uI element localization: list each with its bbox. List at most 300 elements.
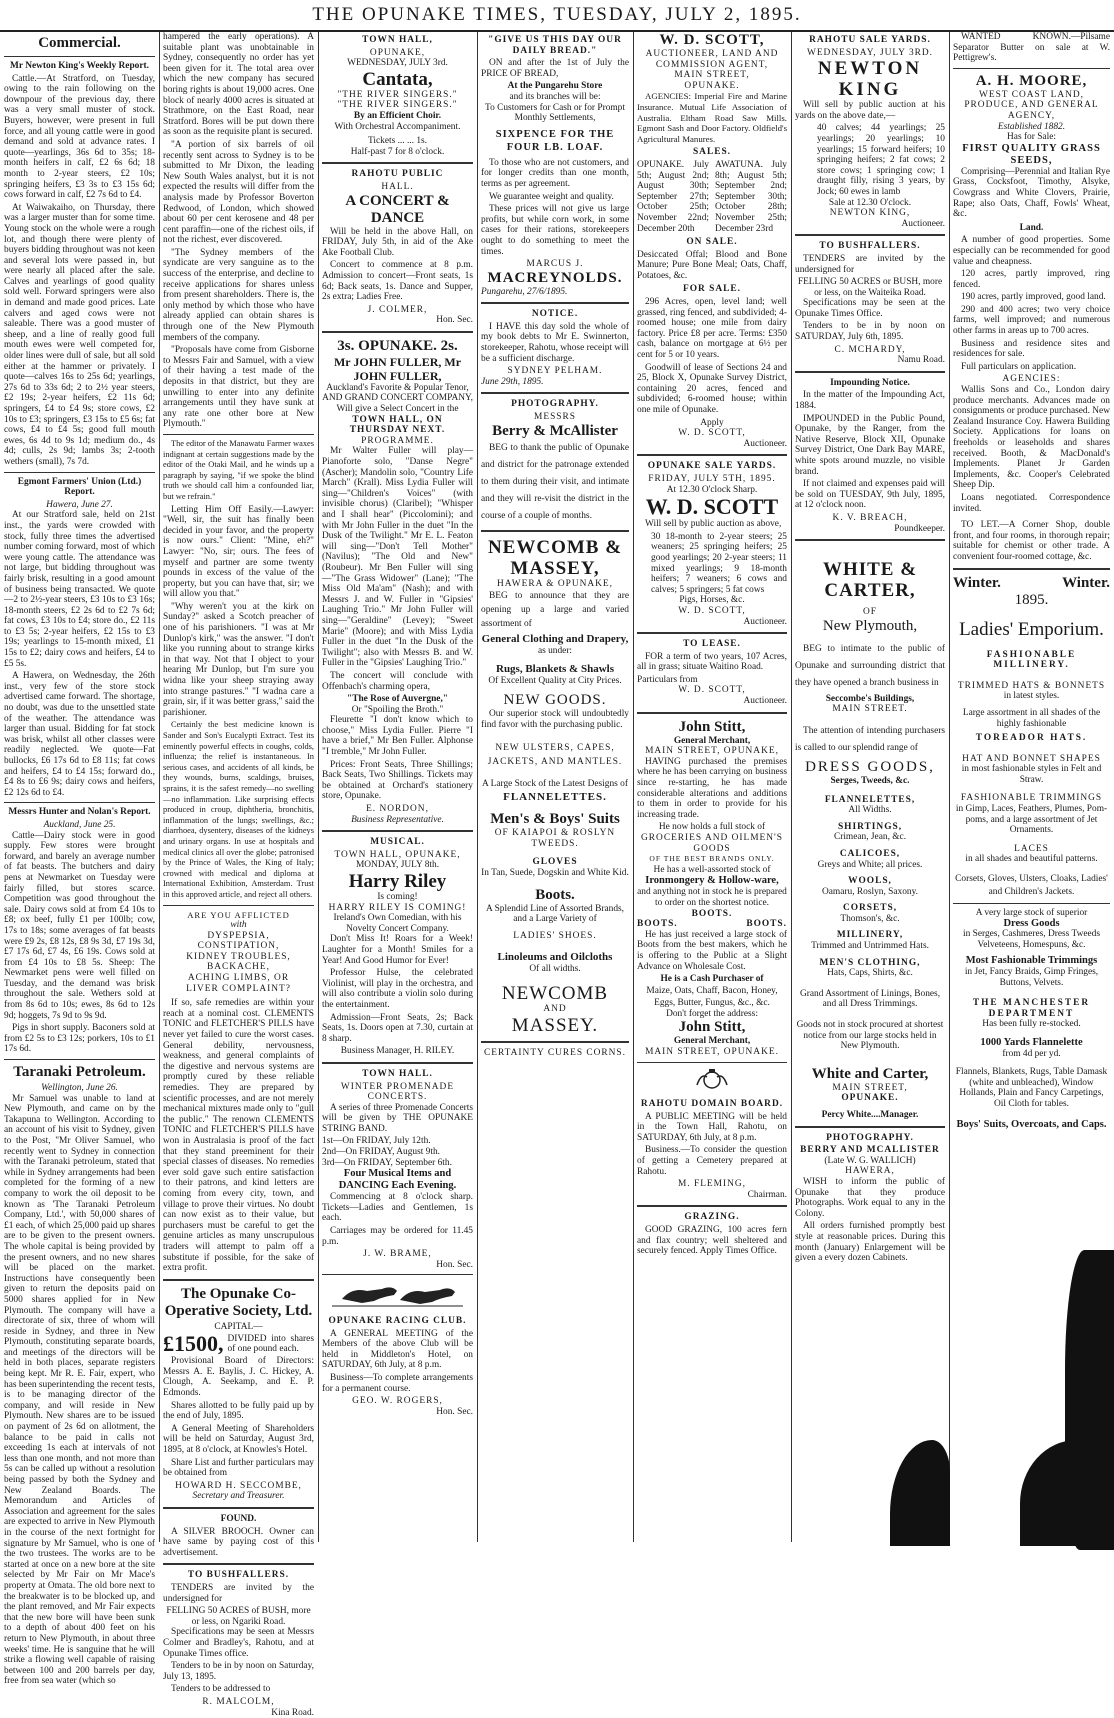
paragraph: BEG to thank the public of Opunake and district for the patronage extended to them during their visit, and intimate and they will re-visit the district in the course of a couple of months. <box>481 440 629 525</box>
stitt-title-2: John Stitt, <box>637 1019 787 1036</box>
paragraph: To those who are not customers, and for longer credits than one month, terms as per agreement. <box>481 158 629 190</box>
paragraph: ON and after the 1st of July the PRICE OF BREAD, <box>481 58 629 79</box>
paragraph: BEG to intimate to the public of Opunake and surrounding district that they have opened a branch business in <box>795 641 945 692</box>
signature-title: Kina Road. <box>163 1708 314 1718</box>
signature: NEWTON KING, <box>795 208 945 219</box>
signature: M. FLEMING, <box>637 1179 787 1190</box>
cantata-name: "THE RIVER SINGERS." <box>322 90 473 101</box>
paragraph: Comprising—Perennial and Italian Rye Grass, Cocksfoot, Timothy, Alsyke, Cowgrass and White Clovers, Prairie, Rape; also Oats, Chaff, Fowls' Wheat, &c. <box>953 167 1110 220</box>
ad-text: Has for Sale: <box>953 132 1110 143</box>
ad-date: WEDNESDAY, JULY 3rd. <box>322 58 473 69</box>
section-heading: Commercial. <box>4 35 155 52</box>
ad-text: Has been fully re-stocked. <box>953 1019 1110 1030</box>
column-five <box>637 32 787 1542</box>
signature-title: Auctioneer. <box>795 219 945 230</box>
signature-title: Namu Road. <box>795 355 945 366</box>
paragraph: All orders furnished promptly best style at reasonable prices. During this month (January) Enlargement will be given a every dozen Cabinets. <box>795 1221 945 1263</box>
paragraph: Specifications may be seen at the Opunake Times Office. <box>795 298 945 319</box>
ad-text: Greys and White; all prices. <box>795 860 945 871</box>
signature: SYDNEY PELHAM. <box>481 366 629 377</box>
ad-text: Tickets ... ... 1s. <box>322 136 473 147</box>
racehorse-illustration <box>322 1279 473 1309</box>
ad-text: in Gimp, Laces, Feathers, Plumes, Pom-poms, and a large assortment of Jet Ornaments. <box>953 804 1110 836</box>
ad-text: All Widths. <box>795 805 945 816</box>
ad-text: TRIMMED HATS & BONNETS <box>953 681 1110 692</box>
bushfallers-heading: TO BUSHFALLERS. <box>795 241 945 252</box>
opera-title: "The Rose of Auvergne," <box>322 694 473 705</box>
paragraph: Wallis Sons and Co., London dairy produce merchants. Advances made on consignments or produce purchased. New Zealand Insurance Coy. Hawera Building Society. Applications for loans on freeholds or leaseholds and shares received. Booth, & MacDonald's Implements. Planet Jr Garden Implements, &c. Cooper's Celebrated Sheep Dip. <box>953 385 1110 491</box>
stock-list: 30 18-month to 2-year steers; 25 weaners; 25 springing heifers; 25 good yearlings; 20 2-year steers; 11 mixed yearlings; 9 18-month heifers; 7 weaners; 6 cows and calves; 5 springers; 5 fat cows <box>637 532 787 596</box>
stock-list: 40 calves; 44 yearlings; 25 yearlings; 20 yearlings; 10 yearlings; 15 forward heifers; 10 springing heifers; 2 fat cows; 2 store cows; 1 springing cow; 1 draught filly, rising 3 years, by Jock; 60 ewes in lamb <box>795 123 945 197</box>
ad-text: MESSRS <box>481 412 629 423</box>
signature-title: Auctioneer. <box>637 617 787 628</box>
ad-text: Of Excellent Quality at City Prices. <box>481 676 629 687</box>
paragraph: The attention of intending purchasers is called to our splendid range of <box>795 723 945 757</box>
ad-text: Four Musical Items and DANCING Each Evening. <box>322 1168 473 1192</box>
paragraph: If so, safe remedies are within your reach at a nominal cost. CLEMENTS TONIC and FLETCHER'S PILLS have never yet failed to cure the worst cases. General debility, nervousness, weakness, and general complaints of the digestive and nervous systems are promptly cured by these reliable remedies. They are prepared by scientific processes, and are not merely mechanical mixtures made only to "gull the public." The renown CLEMENTS TONIC and FLETCHER'S PILLS have won in Australasia is proof of the fact that they stand preeminent for their special classes of diseases. No remedies ever sold gave such entire satisfaction to their patrons, and kind letters are coming from every city, town, and village to prove their virtues. No doubt can now exist as to their value, but purchasers must be careful to get the genuine articles as many unscrupulous traders will attempt to palm off a substitute if possible, for the sake of extra profit. <box>163 998 314 1273</box>
paragraph: 120 acres, partly improved, ring fenced. <box>953 269 1110 290</box>
stitt-title: John Stitt, <box>637 719 787 736</box>
paragraph: FELLING 50 ACRES of BUSH, more or less, on Ngariki Road. <box>163 1606 314 1627</box>
paragraph: 296 Acres, open, level land; well grassed, ring fenced, and subdivided; 4-roomed house; one mile from dairy factory. Price £8 per acre. Terms: £350 cash, balance on mortgage at 6½ per cent for 5 or 10 years. <box>637 297 787 361</box>
ad-text: in latest styles. <box>953 691 1110 702</box>
paragraph: We guarantee weight and quality. <box>481 192 629 203</box>
paragraph: hampered the early operations). A suitable plant was unobtainable in Sydney, consequently no order has yet been given for it. The total area over which the new company has secured boring rights is about 19,000 acres. One block of nearly 4000 acres is situated at Strathmore, on the East Road, near Stratford. Bores will be put down there as soon as the requisite plant is secured. <box>163 32 314 138</box>
paragraph: Professor Hulse, the celebrated Violinist, will play in the orchestra, and will also contribute a violin solo during the entertainment. <box>322 968 473 1010</box>
paragraph: Cattle.—At Stratford, on Tuesday, owing to the rain following on the downpour of the previous day, there was a very small muster of stock. Buyers, however, were present in full force, and all young cattle were in good demand and sold at advance rates. I quote—yearlings, 36s 6d to 35s; 18-month heifers in calf, £2 6s 6d; 18 month to 2-year steers, £2 10s; springing heifers, £3 3s to £3 15s 6d; cows forward in calf, £2 7s 6d to £4. <box>4 74 155 201</box>
ad-text: MILLINERY, <box>795 930 945 941</box>
ailment: KIDNEY TROUBLES, <box>163 952 314 963</box>
paragraph: Letting Him Off Easily.—Lawyer: "Well, sir, the suit has finally been decided in your favor, and the property is now ours." Client: "Mine, eh?" Lawyer: "No, sir; ours. The fees of myself and partner are some twenty pounds in excess of the value of the property, but you can have that, sir; we will allow you that." <box>163 505 314 600</box>
ad-text: At 12.30 O'clock Sharp. <box>637 485 787 496</box>
ad-heading: RAHOTU PUBLIC <box>322 169 473 180</box>
paragraph: Provisional Board of Directors: Messrs A. E. Baylis, J. C. Hickey, A. Clough, A. Seekamp, and E. P. Edmonds. <box>163 1356 314 1398</box>
ad-text: AND <box>481 1004 629 1015</box>
signature-title: Auctioneer. <box>637 439 787 450</box>
suits-heading: Men's & Boys' Suits <box>481 811 629 828</box>
ailment: BACKACHE, <box>163 962 314 973</box>
paragraph: Shares allotted to be fully paid up by the end of July, 1895. <box>163 1401 314 1422</box>
ad-text: MAIN STREET. <box>795 704 945 715</box>
notice-heading: NOTICE. <box>481 309 629 320</box>
ad-text: Or "Spoiling the Broth." <box>322 705 473 716</box>
land-heading: Land. <box>953 223 1110 234</box>
signature-title: Hon. Sec. <box>322 1407 473 1418</box>
ad-text: He is a Cash Purchaser of <box>637 974 787 985</box>
signature-title: Poundkeeper. <box>795 524 945 535</box>
paragraph: Business.—To consider the question of getting a Cemetery prepared at Rahotu. <box>637 1145 787 1177</box>
scott-title-2: W. D. SCOTT <box>637 495 787 519</box>
paragraph: Carriages may be ordered for 11.45 p.m. <box>322 1226 473 1247</box>
paragraph: WISH to inform the public of Opunake that they produce Photographs. Work equal to any in the Colony. <box>795 1177 945 1219</box>
corns-ad: CERTAINTY CURES CORNS. <box>481 1048 629 1059</box>
column-six <box>795 32 945 1542</box>
newgoods-heading: NEW GOODS. <box>481 692 629 709</box>
ad-text: 1000 Yards Flannelette <box>953 1038 1110 1049</box>
produce-list: Maize, Oats, Chaff, Bacon, Honey, Eggs, Butter, Fungus, &c., &c. <box>637 985 787 1009</box>
signature: W. D. SCOTT, <box>637 685 787 696</box>
ad-text: A very large stock of superior <box>953 908 1110 919</box>
ad-text: from 4d per yd. <box>953 1049 1110 1060</box>
riley-title: Harry Riley <box>322 871 473 892</box>
paragraph: Will sell by public auction as above, <box>637 519 787 530</box>
paragraph: BEG to announce that they are opening up a large and varied assortment of <box>481 589 629 631</box>
cantata-title: Cantata, <box>322 69 473 90</box>
ad-text: in Jet, Fancy Braids, Gimp Fringes, Buttons, Velvets. <box>953 967 1110 988</box>
ailment: CONSTIPATION, <box>163 941 314 952</box>
report-heading: Egmont Farmers' Union (Ltd.) Report. <box>4 477 155 498</box>
manager-line: Percy White....Manager. <box>795 1110 945 1121</box>
fuller-name: Mr JOHN FULLER, Mr JOHN FULLER, <box>322 355 473 383</box>
signature: W. D. SCOTT, <box>637 428 787 439</box>
paragraph: 190 acres, partly improved, good land. <box>953 292 1110 303</box>
ad-heading: MUSICAL. <box>322 837 473 848</box>
ad-text: Boys' Suits, Overcoats, and Caps. <box>953 1120 1110 1131</box>
advertisement-text: Certainly the best medicine known is Sander and Son's Eucalypti Extract. Test its eminently powerful effects in coughs, colds, influenza; the relief is instantaneous. In serious cases, and accidents of all kinds, be they wounds, burns, scaldings, bruises, sprains, it is the safest remedy—no swelling—no inflammation. Like surprising effects produced in croup, diphtheria, bronchitis, inflammation of the lungs; swellings, &c.; diarrhoea, dysentery, diseases of the kidneys and urinary organs. In use at hospitals and medical clinics all over the globe; patronised by the Prince of Wales, the King of Italy; crowned with medical and diploma at International Exhibition, Amsterdam. Trust in this approved article, and reject all others. <box>163 720 314 900</box>
ad-text: At the Pungarehu Store <box>481 81 629 92</box>
coat-of-arms-icon <box>637 1067 787 1093</box>
ad-text: Seccombe's Buildings, <box>795 694 945 705</box>
paragraph: Our superior stock will undoubtedly find favor with the purchasing public. <box>481 709 629 730</box>
ad-text: in Serges, Cashmeres, Dress Tweeds Velveteens, Homespuns, &c. <box>953 929 1110 950</box>
column-rule <box>949 32 950 1542</box>
signature-title: Chairman. <box>637 1190 787 1201</box>
ad-text: In Tan, Suede, Dogskin and White Kid. <box>481 868 629 879</box>
paragraph: Pigs in short supply. Baconers sold at from £2 5s to £3 12s; porkers, 10s to £1 17s 6d. <box>4 1023 155 1055</box>
paragraph: Commencing at 8 o'clock sharp. Tickets—Ladies and Gentlemen, 1s each. <box>322 1192 473 1224</box>
paragraph: Share List and further particulars may be obtained from <box>163 1458 314 1479</box>
winter-heading: Winter. <box>1062 575 1110 592</box>
ad-text: Trimmed and Untrimmed Hats. <box>795 941 945 952</box>
signature: Business Manager, H. RILEY. <box>322 1046 473 1057</box>
signature-title: Secretary and Treasurer. <box>163 1491 314 1502</box>
sixpence-heading: SIXPENCE FOR THE FOUR LB. LOAF. <box>481 128 629 154</box>
ad-text: HARRY RILEY IS COMING! <box>322 903 473 914</box>
lease-heading: TO LEASE. <box>637 639 787 650</box>
concert-date: 2nd—On FRIDAY, August 9th. <box>322 1147 473 1158</box>
ad-text: Thomson's, &c. <box>795 914 945 925</box>
paragraph: Business—To complete arrangements for a permanent course. <box>322 1373 473 1394</box>
paragraph: I HAVE this day sold the whole of my book debts to Mr E. Swinnerton, storekeeper, Rahotu, whose receipt will be a sufficient discharge. <box>481 322 629 364</box>
signature: J. COLMER, <box>322 305 473 316</box>
emporium-title: Ladies' Emporium. <box>953 619 1110 640</box>
ad-text: in most fashionable styles in Felt and Straw. <box>953 764 1110 785</box>
berry-title: Berry & McAllister <box>481 423 629 440</box>
paragraph: "A portion of six barrels of oil recently sent across to Sydney is to be submitted to Mr Dixon, the leading New South Wales analyst, but it is not expected the results will differ from the analysis made by Professor Boverton Redwood, of London, which showed about 60 per cent kerosene and 48 per cent paraffin—one of the richest oils, if not the richest, ever discovered. <box>163 140 314 246</box>
ad-text: and anything not in stock he is prepared to order on the shortest notice. <box>637 887 787 908</box>
ad-text: Half-past 7 for 8 o'clock. <box>322 147 473 158</box>
ad-heading: TOWN HALL, <box>322 35 473 46</box>
paragraph: TENDERS are invited by the undersigned for <box>163 1583 314 1604</box>
paragraph: Goodwill of lease of Sections 24 and 25, Block X, Opunake Survey District, containing 20 acres, fenced and subdivided; 6-roomed house; within one mile of Opunake. <box>637 363 787 416</box>
forsale-heading: FOR SALE. <box>637 284 787 295</box>
ad-text: CORSETS, <box>795 903 945 914</box>
white-carter-title: WHITE & CARTER, <box>795 559 945 601</box>
ailment: DYSPEPSIA, <box>163 931 314 942</box>
ad-text: THE MANCHESTER DEPARTMENT <box>953 998 1110 1019</box>
ad-text: Pigs, Horses, &c. <box>637 595 787 606</box>
moore-title: A. H. MOORE, <box>953 73 1110 90</box>
grazing-heading: GRAZING. <box>637 1212 787 1223</box>
newcomb-title-2: NEWCOMB <box>481 983 629 1004</box>
newcomb-title: NEWCOMB & MASSEY, <box>481 537 629 579</box>
impound-heading: Impounding Notice. <box>795 378 945 389</box>
ad-text: FELLING 50 ACRES or BUSH, more or less, on the Waiteika Road. <box>795 277 945 298</box>
ad-text: SHIRTINGS, <box>795 822 945 833</box>
ad-text: MAIN STREET, OPUNAKE. <box>637 1047 787 1058</box>
dateline: Pungarehu, 27/6/1895. <box>481 287 629 298</box>
dateline: Auckland, June 25. <box>4 820 155 831</box>
paragraph: A series of three Promenade Concerts will be given by THE OPUNAKE STRING BAND. <box>322 1103 473 1135</box>
ad-text: TOREADOR HATS. <box>953 733 1110 744</box>
ad-heading: TOWN HALL. <box>322 1069 473 1080</box>
ad-date: MONDAY, JULY 8th. <box>322 860 473 871</box>
ad-subheading: HAWERA & OPUNAKE, <box>481 579 629 590</box>
paragraph: Will sell by public auction at his yards on the above date,— <box>795 100 945 121</box>
capital-label: CAPITAL— <box>163 1322 314 1333</box>
ad-text: Apply <box>637 418 787 429</box>
ad-subheading: AUCTIONEER, LAND AND COMMISSION AGENT, <box>637 49 787 70</box>
ad-text: Flannels, Blankets, Rugs, Table Damask (white and unbleached), Window Hollands, Plain and Fancy Carpetings, Oil Cloth for tables. <box>953 1067 1110 1109</box>
ailment: ACHING LIMBS, OR <box>163 973 314 984</box>
ad-heading: RAHOTU SALE YARDS. <box>795 35 945 46</box>
column-rule <box>318 32 319 1542</box>
ad-text: GLOVES <box>481 857 629 868</box>
scott-title: W. D. SCOTT, <box>637 32 787 49</box>
ad-text: A Large Stock of the Latest Designs of <box>481 779 629 790</box>
ad-text: as under: <box>481 646 629 657</box>
white-carter-title-2: White and Carter, <box>795 1066 945 1083</box>
ad-text: BOOTS. <box>637 909 787 920</box>
signature: GEO. W. ROGERS, <box>322 1396 473 1407</box>
ad-text: With Orchestral Accompaniment. <box>322 122 473 133</box>
photography-heading: PHOTOGRAPHY. <box>481 399 629 410</box>
ad-text: HAT AND BONNET SHAPES <box>953 754 1110 765</box>
ad-text: in all shades and beautiful patterns. <box>953 854 1110 865</box>
ad-text: FLANNELETTES. <box>481 789 629 805</box>
capital-amount: £1500, <box>163 1332 224 1356</box>
ad-text: CALICOES, <box>795 849 945 860</box>
ad-text: Established 1882. <box>953 122 1110 133</box>
ad-text: Crimean, Jean, &c. <box>795 832 945 843</box>
dress-goods-heading: DRESS GOODS, <box>795 759 945 776</box>
signature-title: Auctioneer. <box>637 696 787 707</box>
sales-heading: SALES. <box>637 147 787 158</box>
ad-text: Ironmongery & Hollow-ware, <box>637 875 787 887</box>
coop-heading: The Opunake Co-Operative Society, Ltd. <box>163 1286 314 1320</box>
paragraph: Tenders to be in by noon on SATURDAY, July 6th, 1895. <box>795 321 945 342</box>
paragraph: "The Sydney members of the syndicate are very sanguine as to the success of the enterprise, and decline to receive applications for shares unless from present shareholders. There is, the only method by which those who have already applied can obtain shares is through one of the New Plymouth members of the company. <box>163 248 314 343</box>
paragraph: He has just received a large stock of Boots from the best makers, which he is offering to the Public at a Slight Advance on Wholesale Cost. <box>637 930 787 972</box>
capital-note: DIVIDED into shares of one pound each. <box>228 1334 315 1355</box>
ad-text: GROCERIES AND OILMEN'S GOODS <box>637 833 787 854</box>
paragraph: These prices will not give us large profits, but while corn work, in some cases for their rations, storekeepers ought to do something to meet the times. <box>481 204 629 257</box>
ad-text: OPUNAKE. <box>637 81 787 92</box>
ad-text: TOWN HALL, ON THURSDAY NEXT. <box>322 415 473 436</box>
ad-subheading: OPUNAKE, <box>322 48 473 59</box>
ad-text: Oamaru, Roslyn, Saxony. <box>795 887 945 898</box>
paragraph: WANTED KNOWN.—Pilsame Separator Butter on sale at W. Pettigrew's. <box>953 32 1110 64</box>
ad-text: BOOTS. <box>637 919 678 930</box>
paragraph: In the matter of the Impounding Act, 1884. <box>795 390 945 411</box>
ad-text: MEN'S CLOTHING, <box>795 958 945 969</box>
ad-subheading: HALL. <box>322 182 473 193</box>
paragraph: A GENERAL MEETING of the Members of the above Club will be held in Middleton's Hotel, on SATURDAY, 6th July, at 8 p.m. <box>322 1329 473 1371</box>
ad-text: General Clothing and Drapery, <box>481 633 629 646</box>
paragraph: GOOD GRAZING, 100 acres fern and flax country; well sheltered and securely fenced. Apply Times Office. <box>637 1225 787 1257</box>
programme-heading: PROGRAMME. <box>322 436 473 447</box>
paragraph: Tenders to be in by noon on Saturday, July 13, 1895. <box>163 1661 314 1682</box>
ad-text: BERRY AND MCALLISTER <box>795 1145 945 1156</box>
ad-text: Auckland's Favorite & Popular Tenor, AND GRAND CONCERT COMPANY, Will give a Select Concert in the <box>322 383 473 415</box>
ad-text: OF KAIAPOI & ROSLYN TWEEDS. <box>481 828 629 849</box>
section-heading: Taranaki Petroleum. <box>4 1064 155 1081</box>
ad-text: LADIES' SHOES. <box>481 931 629 942</box>
onsale-heading: ON SALE. <box>637 237 787 248</box>
ad-text: Hats, Caps, Shirts, &c. <box>795 968 945 979</box>
ad-text: 1895. <box>953 592 1110 609</box>
ad-text: To Customers for Cash or for Prompt Monthly Settlements, <box>481 103 629 124</box>
ad-text: A Splendid Line of Assorted Brands, and a Large Variety of <box>481 904 629 925</box>
ad-heading: "GIVE US THIS DAY OUR DAILY BREAD." <box>481 35 629 56</box>
ad-text: LACES <box>953 844 1110 855</box>
ad-heading: ARE YOU AFFLICTED <box>163 910 314 921</box>
paragraph: A PUBLIC MEETING will be held in the Town Hall, Rahotu, on SATURDAY, 6th July, at 8 p.m. <box>637 1112 787 1144</box>
ad-subheading: WEST COAST LAND, PRODUCE, AND GENERAL AGENCY, <box>953 90 1110 122</box>
ad-text: Is coming! <box>322 892 473 903</box>
ad-text: Don't forget the address: <box>637 1009 787 1020</box>
signature: C. MCHARDY, <box>795 345 945 356</box>
column-commercial <box>4 32 155 1542</box>
concert-title: A CONCERT & DANCE <box>322 193 473 227</box>
paragraph: TENDERS are invited by the undersigned for <box>795 254 945 275</box>
paragraph: IMPOUNDED in the Public Pound, Opunake, by the Ranger, from the Native Reserve, Block XII, Opunake Survey District, One Dark Bay MARE, white spots around muzzle, no visible brand. <box>795 414 945 478</box>
paragraph: A Hawera, on Wednesday, the 26th inst., very few of the store stock advertised came forward. The shortage, no doubt, was due to the unsettled state of the weather. The attendance was larger than usual. Bidding for fat stock was brisk, whilst all other classes were readily neglected. We quote—Fat bullocks, £6 17s 6d to £8 11s; fat cows and heifers, £4 to £4 15s; forward do., £4 8s to £6 9s; dairy cows and heifers, £2 12s 6d to £4. <box>4 671 155 798</box>
paragraph: Cattle—Dairy stock were in good supply. Few stores were brought forward, and barely an average number of fat beasts. The butchers and dairy pens at Newmarket on Tuesday were fairly filled, but stores scarce. Competition was good throughout the sale. Dairy cows sold at from £4 10s to £8; ox beef, fully £1 per 100lb; cow, 17s to 18s; some averages of fat beasts were £9 2s, £8 12s, £8 9s 3d, £7 19s 3d, £7 17s 6d, £7 4s, £6 19s. Cows sold at from £4 10s to £8 5s. Sheep: The Newmarket pens were well filled on Tuesday, and the demand was brisk throughout the sale. Wethers sold at from 8s 6d to 10s; ewes, 8s 6d to 12s 9d; hoggets, 7s 9d to 9s 9d. <box>4 831 155 1022</box>
paragraph: Concert to commence at 8 p.m. Admission to concert—Front seats, 1s 6d; Back seats, 1s. Dance and Supper, 2s extra; Ladies Free. <box>322 260 473 302</box>
ad-date: FRIDAY, JULY 5TH, 1895. <box>637 474 787 485</box>
ad-text: OF THE BEST BRANDS ONLY. <box>637 854 787 865</box>
ad-text: Serges, Tweeds, &c. <box>795 776 945 787</box>
ad-text: Of all widths. <box>481 964 629 975</box>
report-heading: Mr Newton King's Weekly Report. <box>4 61 155 72</box>
ad-text: OPUNAKE. <box>795 1093 945 1104</box>
dateline: Hawera, June 27. <box>4 500 155 511</box>
column-two <box>163 32 314 1542</box>
signature-title: Business Representative. <box>322 815 473 826</box>
found-heading: FOUND. <box>163 1514 314 1525</box>
ad-text: BOOTS. <box>746 919 787 930</box>
ad-subheading: General Merchant, <box>637 1036 787 1047</box>
ad-text: By an Efficient Choir. <box>322 111 473 122</box>
column-rule <box>791 32 792 1542</box>
signature: HOWARD H. SECCOMBE, <box>163 1481 314 1492</box>
paragraph: The concert will conclude with Offenbach's charming opera, <box>322 671 473 692</box>
dateline: Wellington, June 26. <box>4 1083 155 1094</box>
ad-text: HAWERA, <box>795 1166 945 1177</box>
paragraph: FOR a term of two years, 107 Acres, all in grass; situate Waitino Road. <box>637 652 787 673</box>
signature: J. W. BRAME, <box>322 1249 473 1260</box>
column-entertainment <box>322 32 473 1542</box>
ad-date: WEDNESDAY, JULY 3RD. <box>795 48 945 59</box>
paragraph: A number of good properties. Some especially can be recommended for good value and cheapness. <box>953 235 1110 267</box>
ad-text: OF <box>795 607 945 618</box>
ad-text: Boots. <box>481 887 629 904</box>
newton-king-title: NEWTON KING <box>795 58 945 100</box>
ad-heading: OPUNAKE SALE YARDS. <box>637 461 787 472</box>
ad-heading: OPUNAKE RACING CLUB. <box>322 1316 473 1327</box>
paragraph: Don't Miss It! Roars for a Week! Laughter for a Month! Smiles for a Year! And Good Humor for Ever! <box>322 934 473 966</box>
dateline: June 29th, 1895. <box>481 377 629 388</box>
ad-text: MAIN STREET, <box>795 1083 945 1094</box>
paragraph: HAVING purchased the premises where he has been carrying on business since re-starting, he has made considerable alterations and additions to them in order to provide for his increasing trade. <box>637 757 787 821</box>
domain-heading: RAHOTU DOMAIN BOARD. <box>637 1099 787 1110</box>
ad-subheading: TOWN HALL, OPUNAKE, <box>322 850 473 861</box>
signature: MARCUS J. <box>481 259 629 270</box>
paragraph: Fleurette "I don't know which to choose," Miss Lydia Fuller. Pierre "I have a brief," Mr Ben Fuller. Alphonse "I tremble," Mr John Fuller. <box>322 715 473 757</box>
paragraph: Specifications may be seen at Messrs Colmer and Bradley's, Rahotu, and at Opunake Times office. <box>163 1627 314 1659</box>
ad-subheading: General Merchant, <box>637 736 787 747</box>
paragraph: AGENCIES: Imperial Fire and Marine Insurance. Mutual Life Association of Australia. Eltham Road Saw Mills. Egmont Sash and Door Factory. Oldfield's Agricultural Manures. <box>637 91 787 144</box>
ad-text: He has a well-assorted stock of <box>637 865 787 876</box>
paragraph: "Proposals have come from Gisborne to Messrs Fair and Samuel, with a view of their having a test made of the deposits in that district, but they are unwilling to enter into any definite arrangements until they have sunk at any rate one other bore at New Plymouth." <box>163 345 314 430</box>
ad-text: Ireland's Own Comedian, with his Novelty Concert Company. <box>322 913 473 934</box>
winter-heading: Winter. <box>953 575 1001 592</box>
ad-text: Dress Goods <box>953 919 1110 930</box>
paragraph: 290 and 400 acres; two very choice farms, well improved; and numerous other farms in areas up to 700 acres. <box>953 305 1110 337</box>
concert-date: 1st—On FRIDAY, July 12th. <box>322 1136 473 1147</box>
paragraph: "Why weren't you at the kirk on Sunday?" asked a Scotch preacher of one of his parishioners. "I was at Mr Dunlop's kirk," was the answer. "I don't like you running about to strange kirks in that way. Not that I object to your hearing Mr Dunlop, but I'm sure you widna like your sheep straying away into strange pastures." "I wadna care a grain, sir, if it was better grass," said the parishioner. <box>163 602 314 719</box>
paragraph: Will be held in the above Hall, on FRIDAY, July 5th, in aid of the Ake Ake Football Club. <box>322 227 473 259</box>
ad-text: FASHIONABLE MILLINERY. <box>953 650 1110 671</box>
ad-text: Grand Assortment of Linings, Bones, and all Dress Trimmings. <box>795 989 945 1010</box>
paragraph: Mr Samuel was unable to land at New Plymouth, and came on by the Takapuna to Wellington. According to an account of his visit to Sydney, given to the Post, "Mr Oliver Samuel, who recently went to Sydney in connection with the Taranaki petroleum, stated that while in Sydney arrangements had been completed for the forming of a new company to work the oil deposit to be known as 'The Taranaki Petroleum Company, Ltd.', with 50,000 shares of £1 each, of which 25,000 paid up shares are to be given to the present owners. The whole capital is being provided by the present owners, and no new shares will be placed on the market. Instructions have consequently been given to return the deposits paid on 5000 shares applied for in New Plymouth. The company will have a directorate of six, three of whom will reside in Sydney, and three in New Plymouth, constituting separate boards, and meetings of the directors will be held in both places, separate registers being kept. Mr R. E. Fair, expert, who has been superintending the recent tests, is to be managing director of the company, and will reside in New Plymouth. New shares are to be issued on payment of 2s 6d on allotment, the balance to be paid in calls not exceeding 1s each at intervals of not less than one month, and not more than 5s can be called up without a resolution being passed by both the Sydney and New Zealand Boards. The Memorandum and Articles of Association and agreement for the sales are expected to arrive in New Plymouth in the course of the next fortnight for signature by Mr Samuel, who is one of the two trustees. The works are to be started at once on a new bore at the site selected by Mr Fair on Mr Mace's property at Omata. The old bore next to the breakwater is to be blocked up, and the plant removed, and Mr Fair expects that the new bore will have been sunk to a depth of about 400 feet on his return to New Plymouth, in about three weeks' time. He is sanguine that he will strike a flowing well capable of raising between 100 and 200 barrels per day, free from sea water (which so <box>4 1094 155 1687</box>
signature: R. MALCOLM, <box>163 1697 314 1708</box>
report-heading: Messrs Hunter and Nolan's Report. <box>4 807 155 818</box>
paragraph: At our Stratford sale, held on 21st inst., the yards were crowded with stock, fully three times the advertised number coming forward, most of which were young cattle. The attendance was not large, but bidding throughout was fairly brisk, resulting in a good amount of business being transacted. We quote—2 to 2½-year steers, £3 10s to £3 16s; 18-month steers, £2 2s 6d to £2 7s 6d; fat cows, £3 10s to £4; store do., £2 11s to £3 5s; 2-year heifers, £2 15s to £3 19s; yearlings to 15-month mixed, £1 15s to £2; dairy cows and heifers, £4 to £5 5s. <box>4 510 155 669</box>
ad-subheading: WINTER PROMENADE CONCERTS. <box>322 1082 473 1103</box>
column-rule <box>633 32 634 1542</box>
ad-text: Corsets, Gloves, Ulsters, Cloaks, Ladies' and Children's Jackets. <box>953 873 1110 899</box>
paragraph: Prices: Front Seats, Three Shillings; Back Seats, Two Shillings. Tickets may be obtained at Orchard's stationery store, Opunake. <box>322 760 473 802</box>
paragraph: Tenders to be addressed to <box>163 1684 314 1695</box>
masthead: THE OPUNAKE TIMES, TUESDAY, JULY 2, 1895. <box>0 0 1114 32</box>
ad-text: and its branches will be: <box>481 92 629 103</box>
ailment: LIVER COMPLAINT? <box>163 984 314 995</box>
ad-text: WOOLS, <box>795 876 945 887</box>
ad-text: FIRST QUALITY GRASS SEEDS, <box>953 143 1110 167</box>
ad-text: MAIN STREET, <box>637 70 787 81</box>
signature-name: MACREYNOLDS. <box>481 270 629 287</box>
photography-heading: PHOTOGRAPHY. <box>795 1133 945 1144</box>
paragraph: A SILVER BROOCH. Owner can have same by paying cost of this advertisement. <box>163 1527 314 1559</box>
column-rule <box>159 32 160 1542</box>
paragraph: A General Meeting of Shareholders will be held on Saturday, August 3rd, 1895, at 8 o'clock, at Knowles's Hotel. <box>163 1424 314 1456</box>
paragraph: If not claimed and expenses paid will be sold on TUESDAY, 9th July, 1895, at 12 o'clock noon. <box>795 479 945 511</box>
cantata-name: "THE RIVER SINGERS." <box>322 100 473 111</box>
paragraph: Mr Walter Fuller will play—Pianoforte solo, "Danse Negre" (Ascher); Mandolin solo, "Country Life March" (Krall). Miss Lydia Fuller will sing—"Children's Voices" (with invisible chorus) (Claribel); "Whisper and I shall hear" (Piccolomini); and with Mr John Fuller in the duet "In the Dusk of the Twilight." Mr E. L. Featon will sing—"Don't Tell Mother" (Navilus); "The Old and New" (Roubeur). Mr Ben Fuller will sing—"The Grass Widower" (Lane); "The Miss Old Ma'am" (Nash); and with Messrs J. and W. Fuller in "Gipsies' Laughing Trio." Mr John Fuller will sing—"Geraldine" (Levey); "Sweet Marie" (Moore); and with Miss Lydia Fuller in the duet "In the Dusk of the Twilight"; also with Messrs B. and W. Fuller in the "Gipsies' Laughing Trio." <box>322 446 473 668</box>
paragraph: Admission—Front Seats, 2s; Back Seats, 1s. Doors open at 7.30, curtain at 8 sharp. <box>322 1013 473 1045</box>
ad-text: He now holds a full stock of <box>637 822 787 833</box>
signature-title: Hon. Sec. <box>322 1260 473 1271</box>
ad-text: AGENCIES: <box>953 374 1110 385</box>
ad-text: FASHIONABLE TRIMMINGS <box>953 793 1110 804</box>
ad-text: Goods not in stock procured at shortest notice from our large stocks held in New Plymouth. <box>795 1020 945 1052</box>
editor-note: The editor of the Manawatu Farmer waxes indignant at certain suggestions made by the editor of the Otaki Mail, and he winds up a paragraph by saying, "if we spoke the blind truth we should call him a confounded liar, but we refrain." <box>163 439 314 503</box>
signature: E. NORDON, <box>322 804 473 815</box>
paragraph: At Waiwakaiho, on Thursday, there was a larger muster than for some time. Young stock on the whole were a rough lot, and though there were plenty of buyers bidding throughout was not keen and several lots were passed in, but were nearly all placed after the sale. Calves and yearlings of good quality sold well. Forward springers were also in demand and made good prices. Late calvers and aged cows were not saleable. There was a good muster of sheep, and a line of really good full mouth ewes were well competed for, older lines were dull of sale, but all sold either at the hammer or privately. I quote—calves 16s to 25s 6d; yearlings, 27s 6d to 33s 6d; 2 to 2½ year steers, £2 19s; 2-year heifers, £2 11s 6d; springers, £4 to £4 9s; store cows, £2 10s to £3; springers, £3 15s to £5 6s; fat cows, £4 to £4 5s; good full mouth ewes, 6s 4d to 9s 1d; medium do., 4s 4d; culls, 2s 9d; lambs 3s; 2-tooth wethers (small), 7s 7d. <box>4 203 155 468</box>
ad-text: Particulars from <box>637 675 787 686</box>
